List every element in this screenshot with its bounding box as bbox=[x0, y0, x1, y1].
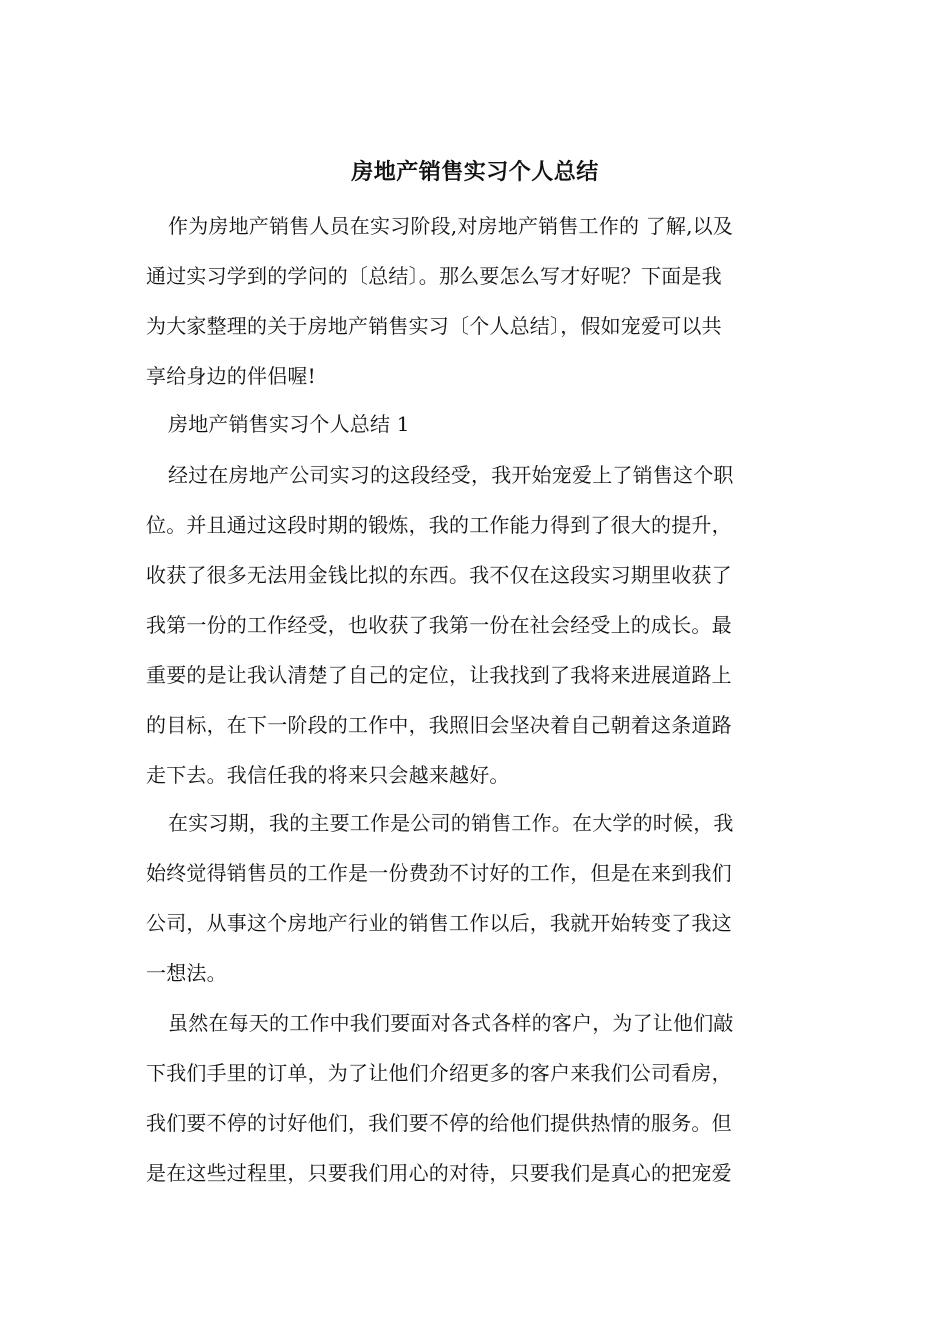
paragraph-line: 位。并且通过这段时期的锻炼，我的工作能力得到了很大的提升， bbox=[146, 513, 732, 537]
paragraph-line: 在实习期，我的主要工作是公司的销售工作。在大学的时候，我 bbox=[168, 811, 734, 835]
paragraph-line: 为大家整理的关于房地产销售实习〔个人总结〕，假如宠爱可以共 bbox=[146, 314, 722, 338]
paragraph-line: 收获了很多无法用金钱比拟的东西。我不仅在这段实习期里收获了 bbox=[146, 563, 732, 587]
section-heading-text: 房地产销售实习个人总结 1 bbox=[168, 412, 410, 436]
paragraph-line: 走下去。我信任我的将来只会越来越好。 bbox=[146, 763, 510, 787]
paragraph-line: 是在这些过程里，只要我们用心的对待，只要我们是真心的把宠爱 bbox=[146, 1161, 732, 1185]
paragraph-line: 下我们手里的订单，为了让他们介绍更多的客户来我们公司看房， bbox=[146, 1061, 732, 1085]
paragraph-line: 我们要不停的讨好他们，我们要不停的给他们提供热情的服务。但 bbox=[146, 1111, 732, 1135]
paragraph-body-3 bbox=[146, 998, 810, 1198]
section-heading bbox=[146, 399, 810, 449]
paragraph-intro bbox=[146, 201, 810, 401]
paragraph-line: 公司，从事这个房地产行业的销售工作以后，我就开始转变了我这 bbox=[146, 911, 732, 935]
paragraph-line: 通过实习学到的学问的〔总结〕。那么要怎么写才好呢？下面是我 bbox=[146, 264, 722, 288]
paragraph-line: 虽然在每天的工作中我们要面对各式各样的客户，为了让他们敲 bbox=[168, 1011, 734, 1035]
paragraph-line: 始终觉得销售员的工作是一份费劲不讨好的工作，但是在来到我们 bbox=[146, 861, 732, 885]
paragraph-body-2 bbox=[146, 798, 810, 998]
paragraph-line: 享给身边的伴侣喔! bbox=[146, 364, 316, 388]
paragraph-line: 的目标，在下一阶段的工作中，我照旧会坚决着自己朝着这条道路 bbox=[146, 713, 732, 737]
paragraph-line: 经过在房地产公司实习的这段经受，我开始宠爱上了销售这个职 bbox=[168, 463, 734, 487]
paragraph-line: 我第一份的工作经受，也收获了我第一份在社会经受上的成长。最 bbox=[146, 613, 732, 637]
paragraph-line: 一想法。 bbox=[146, 961, 227, 985]
document-title: 房地产销售实习个人总结 bbox=[351, 159, 599, 185]
paragraph-line: 作为房地产销售人员在实习阶段,对房地产销售工作的 了解,以及 bbox=[168, 214, 734, 238]
paragraph-line: 重要的是让我认清楚了自己的定位，让我找到了我将来进展道路上 bbox=[146, 663, 732, 687]
paragraph-body-1 bbox=[146, 450, 810, 800]
